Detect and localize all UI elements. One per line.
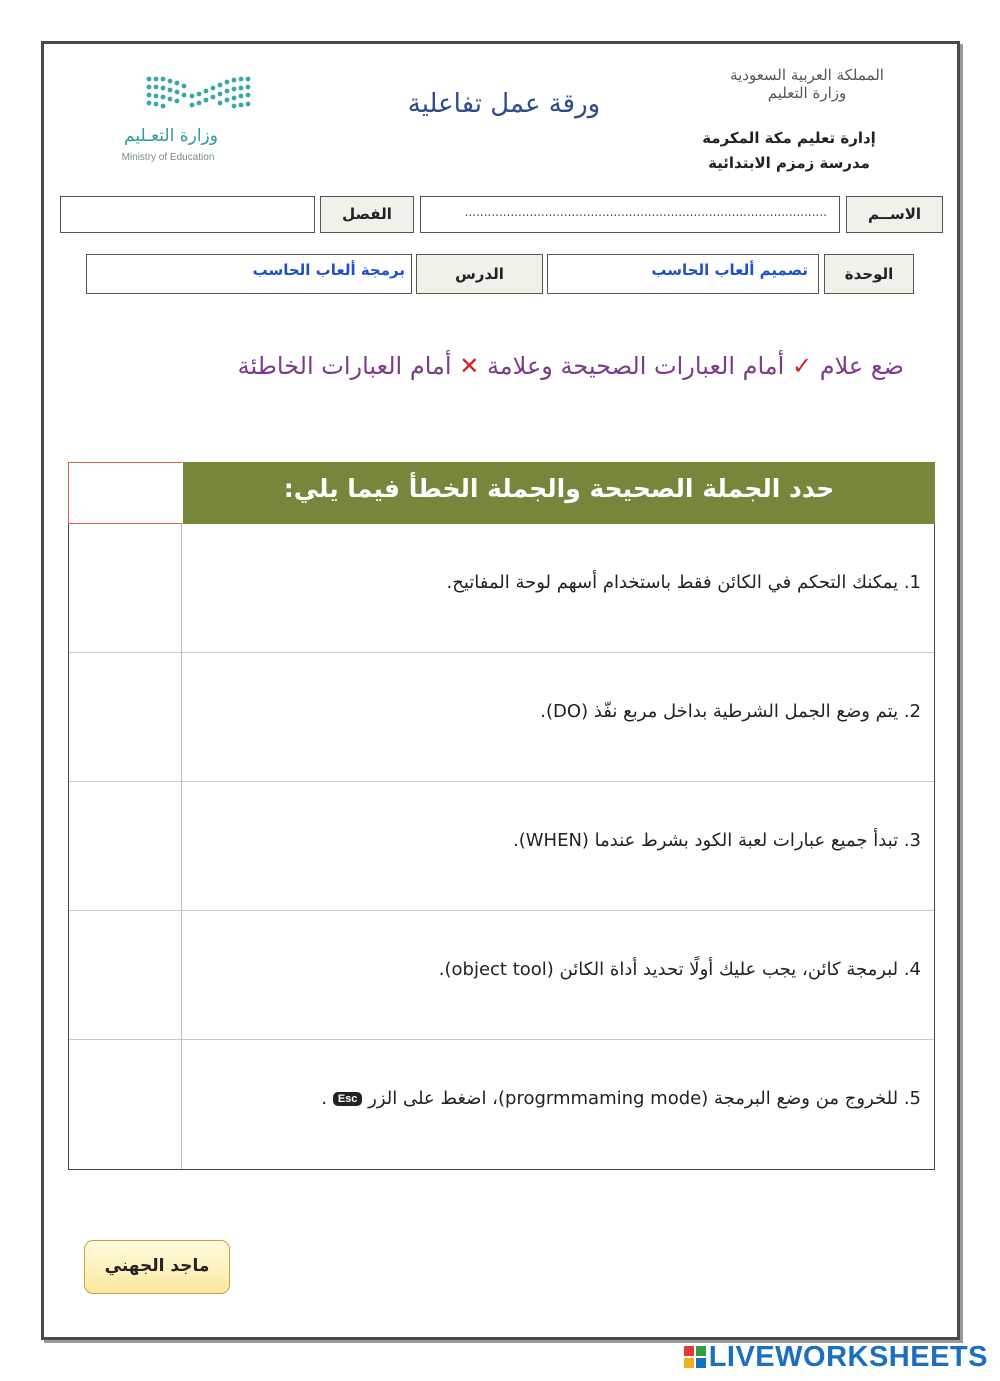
liveworksheets-grid-icon [684, 1346, 706, 1368]
statement-1: 1. يمكنك التحكم في الكائن فقط باستخدام أسهم لوحة المفاتيح. [446, 572, 921, 593]
administration-name: إدارة تعليم مكة المكرمة [702, 129, 876, 147]
moe-arabic-name: وزارة التعـليم [124, 126, 218, 146]
statement-3: 3. تبدأ جميع عبارات لعبة الكود بشرط عندما (WHEN). [512, 830, 921, 851]
check-mark-icon: ✓ [791, 352, 813, 380]
table-border-bottom [68, 1169, 935, 1170]
liveworksheets-logo [684, 1341, 988, 1374]
unit-value: تصميم ألعاب الحاسب [651, 261, 808, 279]
answer-cell-3[interactable] [69, 782, 181, 910]
name-dots: ............................................................................................... [464, 205, 827, 219]
instruction-text [104, 352, 904, 380]
answer-cell-5[interactable] [69, 1040, 181, 1168]
answer-cell-1[interactable] [69, 524, 181, 652]
class-field[interactable] [60, 196, 315, 233]
cross-mark-icon: ✕ [459, 352, 480, 380]
class-label: الفصل [320, 196, 414, 233]
liveworksheets-brand: LIVEWORKSHEETS [708, 1341, 988, 1373]
table-row [68, 1040, 935, 1169]
table-border-right [934, 524, 935, 1170]
statement-4: 4. لبرمجة كائن، يجب عليك أولًا تحديد أداة الكائن (object tool). [438, 959, 921, 980]
answer-cell-2[interactable] [69, 653, 181, 781]
page-title: ورقة عمل تفاعلية [407, 89, 601, 119]
moe-english-name: Ministry of Education [121, 152, 215, 163]
moe-logo-dots-icon [144, 74, 254, 112]
table-row [68, 524, 935, 653]
table-header [183, 462, 935, 524]
unit-field [547, 254, 819, 294]
statement-5-end: . [321, 1088, 328, 1109]
unit-label: الوحدة [824, 254, 914, 294]
statement-5-text: 5. للخروج من وضع البرمجة (progrmmaming mode)، اضغط على الزر [368, 1088, 921, 1109]
instruction-part3: أمام العبارات الخاطئة [237, 352, 452, 380]
header-answer-cell [68, 462, 182, 524]
lesson-label: الدرس [416, 254, 543, 294]
school-name: مدرسة زمزم الابتدائية [708, 154, 870, 172]
author-badge: ماجد الجهني [84, 1240, 230, 1294]
statement-5 [221, 1088, 921, 1109]
esc-key-icon: Esc [333, 1092, 363, 1106]
name-label: الاســم [846, 196, 943, 233]
table-header-text: حدد الجملة الصحيحة والجملة الخطأ فيما يلي: [283, 474, 835, 503]
ministry-name: وزارة التعليم [767, 84, 847, 102]
true-false-table [68, 462, 935, 1170]
instruction-part2: أمام العبارات الصحيحة وعلامة [486, 352, 785, 380]
table-border-left [68, 524, 69, 1170]
answer-cell-4[interactable] [69, 911, 181, 1039]
table-row [68, 782, 935, 911]
name-field[interactable] [420, 196, 840, 233]
instruction-part1: ضع علام [819, 352, 904, 380]
lesson-field [86, 254, 412, 294]
table-column-divider [181, 524, 182, 1170]
table-row [68, 911, 935, 1040]
table-row [68, 653, 935, 782]
kingdom-emblem [707, 66, 907, 102]
statement-2: 2. يتم وضع الجمل الشرطية بداخل مربع نفّذ (DO). [540, 701, 921, 722]
lesson-value: برمجة ألعاب الحاسب [252, 261, 405, 279]
kingdom-name: المملكة العربية السعودية [730, 66, 884, 84]
worksheet-frame [41, 41, 960, 1340]
